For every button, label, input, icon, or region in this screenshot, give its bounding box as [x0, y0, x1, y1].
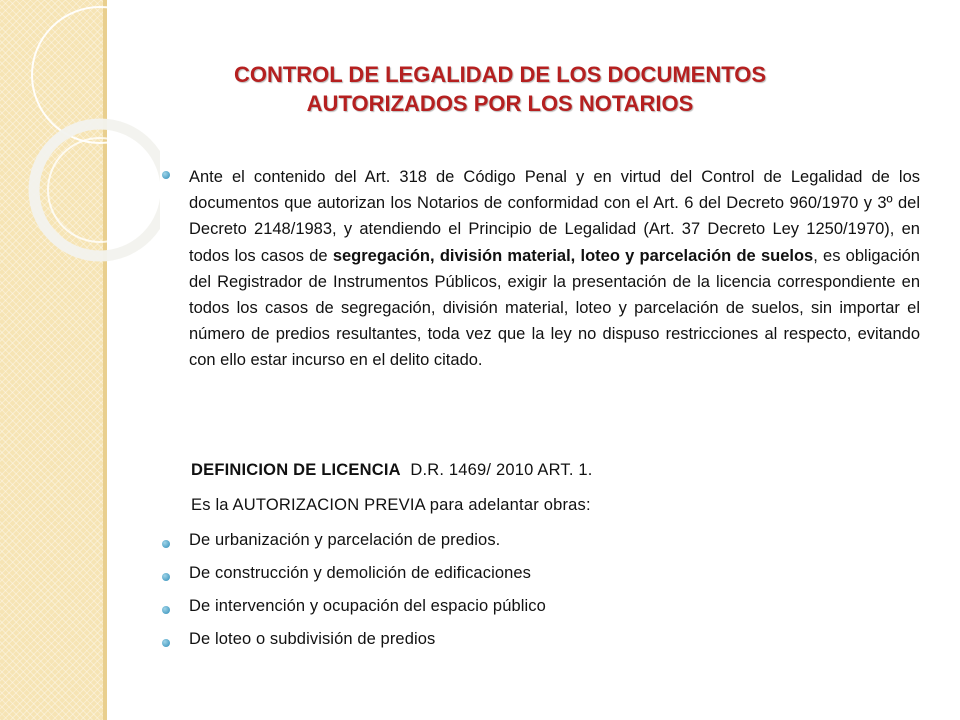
list-item-2: De construcción y demolición de edificaciones — [189, 564, 532, 582]
paragraph-text-after: , es obligación del Registrador de Instrumentos Públicos, exigir la presentación de la licencia correspondiente en todos los casos de segregación, división material, loteo y parcelación de suelos, sin importar el número de predios resultantes, toda vez que la ley no dispuso restricciones al respecto, evitando con ello estar incurso en el delito citado. — [189, 246, 920, 370]
definition-subtitle: Es la AUTORIZACION PREVIA para adelantar obras: — [191, 496, 591, 514]
definition-reference: D.R. 1469/ 2010 ART. 1. — [410, 461, 593, 479]
bullet-icon — [162, 573, 170, 581]
list-item-4: De loteo o subdivisión de predios — [189, 630, 436, 648]
title-line-2: AUTORIZADOS POR LOS NOTARIOS — [306, 91, 694, 116]
bullet-icon — [162, 606, 170, 614]
page-title — [150, 60, 850, 118]
deco-circle-inner — [48, 138, 152, 242]
definition-heading-line — [191, 461, 593, 480]
definition-heading: DEFINICION DE LICENCIA — [191, 461, 401, 479]
bullet-icon — [162, 639, 170, 647]
bullet-icon — [162, 171, 170, 179]
list-item-3: De intervención y ocupación del espacio público — [189, 597, 546, 615]
main-paragraph — [189, 164, 920, 374]
paragraph-text-before: Ante el contenido del Art. 318 de Código Penal y en virtud del Control de Legalidad de los documentos que autorizan los Notarios de conformidad con el Art. 6 del Decreto 960/1970 y 3º del Decreto 2148/1983, y atendiendo el Principio de Legalidad (Art. 37 Decreto Ley 1250/1970), en todos los casos de — [189, 168, 920, 265]
bullet-icon — [162, 540, 170, 548]
paragraph-bold-text: segregación, división material, loteo y parcelación de suelos — [332, 246, 814, 265]
title-line-1: CONTROL DE LEGALIDAD DE LOS DOCUMENTOS — [233, 62, 767, 87]
decorative-circles — [0, 0, 160, 300]
list-item-1: De urbanización y parcelación de predios. — [189, 531, 501, 549]
